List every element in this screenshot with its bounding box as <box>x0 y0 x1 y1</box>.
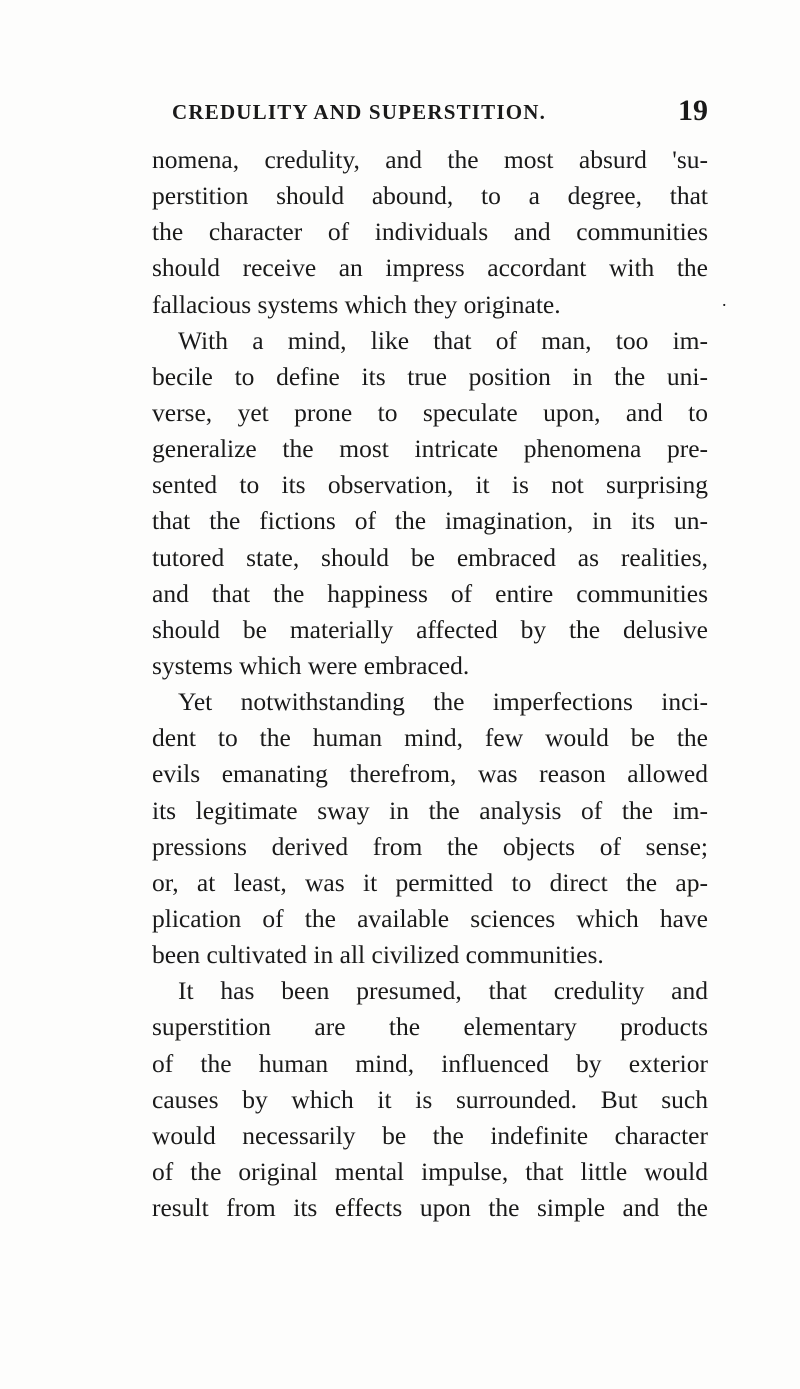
text-line: evils emanating therefrom, was reason allowed <box>152 759 708 789</box>
text-line: dent to the human mind, few would be the <box>152 723 708 753</box>
text-line: tutored state, should be embraced as realities, <box>152 542 708 572</box>
text-line: pressions derived from the objects of sense; <box>152 831 708 861</box>
text-line: that the fictions of the imagination, in its un- <box>152 506 708 536</box>
body-text <box>152 142 708 1226</box>
text-line: fallacious systems which they originate. <box>152 289 561 319</box>
running-head <box>152 94 708 128</box>
text-line: sented to its observation, it is not surprising <box>152 470 708 500</box>
text-line: systems which were embraced. <box>152 650 470 680</box>
text-line: would necessarily be the indefinite character <box>152 1120 708 1150</box>
margin-mark: . <box>722 290 727 310</box>
paragraph-start-line: Yet notwithstanding the imperfections inci- <box>178 687 708 717</box>
text-line: the character of individuals and communities <box>152 217 708 247</box>
text-line: verse, yet prone to speculate upon, and to <box>152 397 708 427</box>
text-line: nomena, credulity, and the most absurd 'su- <box>152 145 708 174</box>
text-line: perstition should abound, to a degree, that <box>152 181 708 211</box>
text-line: becile to define its true position in the uni- <box>152 361 708 391</box>
text-line: been cultivated in all civilized communities. <box>152 940 604 970</box>
text-line: and that the happiness of entire communities <box>152 578 708 608</box>
running-title: CREDULITY AND SUPERSTITION. <box>172 100 547 124</box>
page-number: 19 <box>678 94 708 127</box>
paragraph-start-line: It has been presumed, that credulity and <box>178 976 708 1006</box>
paragraph-start-line: With a mind, like that of man, too im- <box>178 325 708 355</box>
text-line: its legitimate sway in the analysis of the im- <box>152 795 708 825</box>
text-line: result from its effects upon the simple and the <box>152 1193 708 1223</box>
text-line: plication of the available sciences which have <box>152 903 708 933</box>
text-line: of the human mind, influenced by exterior <box>152 1048 708 1078</box>
text-line: should be materially affected by the delusive <box>152 614 708 644</box>
text-line: causes by which it is surrounded. But such <box>152 1084 708 1114</box>
text-line: should receive an impress accordant with the <box>152 253 708 283</box>
text-line: generalize the most intricate phenomena pre- <box>152 434 708 464</box>
text-line: superstition are the elementary products <box>152 1012 708 1042</box>
text-line: or, at least, was it permitted to direct the ap- <box>152 867 708 897</box>
text-line: of the original mental impulse, that little would <box>152 1156 708 1186</box>
